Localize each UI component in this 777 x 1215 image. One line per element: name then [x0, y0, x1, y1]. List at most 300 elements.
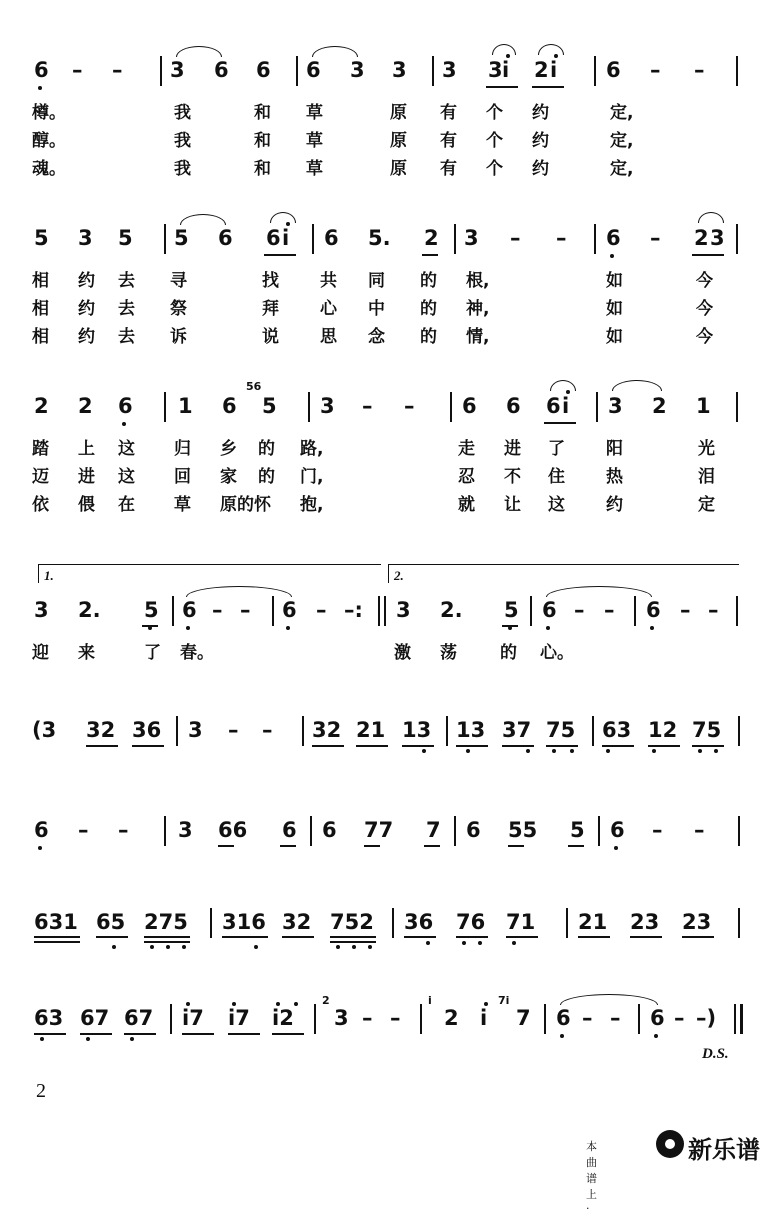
dash: –	[574, 598, 585, 622]
lyric: 踏	[32, 439, 49, 459]
low-octave-dot	[122, 422, 126, 426]
lyric: 忍	[458, 467, 475, 487]
dash: –	[510, 226, 521, 250]
dash: –	[652, 818, 663, 842]
barline	[736, 392, 738, 422]
underline	[402, 745, 434, 747]
note-group: 275	[144, 910, 188, 934]
barline	[530, 596, 532, 626]
lyric: 有	[440, 159, 457, 179]
lyric: 原	[390, 131, 407, 151]
lyric: 的	[258, 467, 275, 487]
underline	[532, 86, 564, 88]
note: 3	[392, 58, 407, 82]
dash: –	[72, 58, 83, 82]
lyric: 这	[548, 495, 565, 515]
lyric: 心。	[540, 643, 574, 663]
note: 6	[34, 58, 49, 82]
lyric: 定,	[610, 159, 634, 179]
slur	[270, 212, 296, 223]
note-group: 66	[218, 818, 248, 842]
lyric: 约	[532, 131, 549, 151]
note: 5	[570, 818, 585, 842]
underline	[578, 936, 610, 938]
underline	[486, 86, 518, 88]
underline	[132, 745, 164, 747]
grace-note: 2	[322, 994, 330, 1007]
note-group: 13	[402, 718, 432, 742]
low-octave-dot	[422, 749, 426, 753]
watermark-brand: 新乐谱	[688, 1136, 760, 1164]
lyric-line-1	[0, 638, 777, 662]
underline	[422, 254, 438, 256]
low-octave-dot	[508, 626, 512, 630]
barline	[734, 1004, 736, 1034]
barline	[384, 596, 386, 626]
note: 6	[256, 58, 271, 82]
lyric: 相	[32, 299, 49, 319]
low-octave-dot	[466, 749, 470, 753]
lyric: 和	[254, 131, 271, 151]
note: 2	[34, 394, 49, 418]
underline	[546, 745, 578, 747]
low-octave-dot	[546, 626, 550, 630]
lyric: 和	[254, 159, 271, 179]
lyric: 我	[174, 103, 191, 123]
lyric: 归	[174, 439, 191, 459]
underline	[508, 845, 524, 847]
lyric: 光	[698, 439, 715, 459]
notation-row	[0, 818, 777, 848]
barline	[736, 596, 738, 626]
notation-row	[0, 598, 777, 628]
note: 2	[534, 58, 549, 82]
lyric: 去	[118, 327, 135, 347]
note-group: 21	[356, 718, 386, 742]
slur	[492, 44, 516, 55]
barline	[736, 224, 738, 254]
lyric: 这	[118, 439, 135, 459]
note: 6	[606, 226, 621, 250]
underline	[218, 845, 234, 847]
barline	[738, 716, 740, 746]
dash: –	[650, 226, 661, 250]
lyric: 醇。	[32, 131, 66, 151]
low-octave-dot	[478, 941, 482, 945]
dash: –	[316, 598, 327, 622]
note: 6	[606, 58, 621, 82]
low-octave-dot	[130, 1037, 134, 1041]
barline	[176, 716, 178, 746]
low-octave-dot	[426, 941, 430, 945]
dash: –	[112, 58, 123, 82]
lyric: 思	[320, 327, 337, 347]
high-octave-dot	[506, 54, 510, 58]
barline	[160, 56, 162, 86]
lyric-line-1	[0, 434, 777, 458]
lyric: 和	[254, 103, 271, 123]
barline	[454, 224, 456, 254]
slur	[176, 46, 222, 57]
note: 5	[262, 394, 277, 418]
lyric: 相	[32, 271, 49, 291]
lyric: 的	[420, 271, 437, 291]
lyric-line-2	[0, 462, 777, 486]
note-group: 32	[86, 718, 116, 742]
low-octave-dot	[254, 945, 258, 949]
lyric: 了	[144, 643, 161, 663]
lyric: 的	[258, 439, 275, 459]
underline	[682, 936, 714, 938]
lyric: 不	[504, 467, 521, 487]
slur	[180, 214, 226, 225]
lyric: 进	[504, 439, 521, 459]
barline	[296, 56, 298, 86]
underline	[86, 745, 118, 747]
dash: –	[262, 718, 273, 742]
note: 6	[542, 598, 557, 622]
lyric: 偎	[78, 495, 95, 515]
barline	[594, 56, 596, 86]
note-group: 36	[132, 718, 162, 742]
note: 2	[444, 1006, 459, 1030]
lyric: 草	[306, 159, 323, 179]
lyric: 中	[368, 299, 385, 319]
lyric: 情,	[466, 327, 490, 347]
lyric: 住	[548, 467, 565, 487]
lyric: 激	[394, 643, 411, 663]
underline	[282, 936, 314, 938]
lyric-line-3	[0, 490, 777, 514]
note: 1	[178, 394, 193, 418]
lyric: 相	[32, 327, 49, 347]
note: i	[502, 58, 510, 82]
note-group: 13	[456, 718, 486, 742]
low-octave-dot	[526, 749, 530, 753]
lyric: 念	[368, 327, 385, 347]
lyric: 让	[504, 495, 521, 515]
low-octave-dot	[186, 626, 190, 630]
lyric: 迎	[32, 643, 49, 663]
note: 2	[78, 394, 93, 418]
note: 6	[646, 598, 661, 622]
dash: –	[118, 818, 129, 842]
lyric: 荡	[440, 643, 457, 663]
lyric: 的	[500, 643, 517, 663]
lyric-line-2	[0, 294, 777, 318]
barline	[638, 1004, 640, 1034]
low-octave-dot	[166, 945, 170, 949]
underline	[356, 745, 388, 747]
lyric: 回	[174, 467, 191, 487]
underline	[330, 941, 376, 943]
lyric: 个	[486, 159, 503, 179]
barline	[420, 1004, 422, 1034]
low-octave-dot	[698, 749, 702, 753]
barline	[596, 392, 598, 422]
lyric-line-3	[0, 322, 777, 346]
barline	[738, 908, 740, 938]
low-octave-dot	[610, 254, 614, 258]
dash: –	[362, 394, 373, 418]
page-number: 2	[36, 1080, 46, 1102]
high-octave-dot	[484, 1002, 488, 1006]
barline	[164, 224, 166, 254]
note: i	[282, 226, 290, 250]
lyric: 草	[174, 495, 191, 515]
tie	[560, 994, 658, 1005]
grace-note: 7i	[498, 994, 510, 1007]
dash: –	[610, 1006, 621, 1030]
barline	[594, 224, 596, 254]
lyric: 今	[696, 299, 713, 319]
note: i	[480, 1006, 488, 1030]
barline	[172, 596, 174, 626]
note: 3	[488, 58, 503, 82]
high-octave-dot	[554, 54, 558, 58]
vinyl-record-icon	[656, 1130, 684, 1158]
low-octave-dot	[40, 1037, 44, 1041]
note: 2.	[78, 598, 101, 622]
lyric: 同	[368, 271, 385, 291]
note: 3	[34, 598, 49, 622]
lyric: 路,	[300, 439, 324, 459]
underline	[144, 936, 190, 938]
underline	[34, 941, 80, 943]
lyric: 诉	[170, 327, 187, 347]
low-octave-dot	[336, 945, 340, 949]
lyric: 走	[458, 439, 475, 459]
high-octave-dot	[186, 1002, 190, 1006]
underline	[544, 422, 576, 424]
underline	[96, 936, 128, 938]
note: 6	[506, 394, 521, 418]
note: 7	[516, 1006, 531, 1030]
note: 6	[610, 818, 625, 842]
lyric: 热	[606, 467, 623, 487]
low-octave-dot	[650, 626, 654, 630]
note-group: i7	[228, 1006, 250, 1030]
note: 6	[306, 58, 321, 82]
dash: –	[650, 58, 661, 82]
underline	[182, 1033, 214, 1035]
note: 6	[650, 1006, 665, 1030]
lyric: 约	[532, 159, 549, 179]
barline	[164, 816, 166, 846]
barline	[308, 392, 310, 422]
high-octave-dot	[286, 222, 290, 226]
note-group: 12	[648, 718, 678, 742]
note: 6	[556, 1006, 571, 1030]
lyric: 的	[420, 299, 437, 319]
note: 6	[462, 394, 477, 418]
barline	[544, 1004, 546, 1034]
note: 5.	[368, 226, 391, 250]
high-octave-dot	[232, 1002, 236, 1006]
tie	[546, 586, 652, 597]
note-group: i7	[182, 1006, 204, 1030]
note: 3	[334, 1006, 349, 1030]
note: 6	[282, 818, 297, 842]
note: 6	[118, 394, 133, 418]
underline	[692, 254, 724, 256]
underline	[124, 1033, 156, 1035]
note-group: 63	[34, 1006, 64, 1030]
underline	[264, 254, 296, 256]
note: 6	[214, 58, 229, 82]
underline	[280, 845, 296, 847]
lyric: 个	[486, 103, 503, 123]
note: 5	[144, 598, 159, 622]
lyric: 如	[606, 299, 623, 319]
dash: –	[708, 598, 719, 622]
lyric: 祭	[170, 299, 187, 319]
barline	[446, 716, 448, 746]
lyric: 原的怀	[220, 495, 271, 515]
note: 6	[182, 598, 197, 622]
underline	[142, 625, 158, 627]
slur	[550, 380, 576, 391]
barline	[378, 596, 380, 626]
lyric: 草	[306, 103, 323, 123]
low-octave-dot	[606, 749, 610, 753]
note: 2	[694, 226, 709, 250]
lyric: 去	[118, 271, 135, 291]
notation-row	[0, 226, 777, 256]
barline	[450, 392, 452, 422]
note: 6	[322, 818, 337, 842]
underline	[228, 1033, 260, 1035]
low-octave-dot	[182, 945, 186, 949]
lyric-line-3	[0, 154, 777, 178]
lyric: 就	[458, 495, 475, 515]
lyric: 今	[696, 327, 713, 347]
low-octave-dot	[570, 749, 574, 753]
lyric: 个	[486, 131, 503, 151]
lyric: 如	[606, 327, 623, 347]
lyric: 依	[32, 495, 49, 515]
dash: –	[694, 58, 705, 82]
notation-row	[0, 994, 777, 1036]
grace-note: i	[428, 994, 432, 1007]
low-octave-dot	[512, 941, 516, 945]
note: 2	[424, 226, 439, 250]
barline	[310, 816, 312, 846]
barline	[392, 908, 394, 938]
low-octave-dot	[352, 945, 356, 949]
note-group: 36	[404, 910, 434, 934]
final-barline	[740, 1004, 743, 1034]
lyric: 心	[320, 299, 337, 319]
lyric: 定	[698, 495, 715, 515]
note-group: 55	[508, 818, 538, 842]
lyric: 春。	[180, 643, 214, 663]
notation-row	[0, 910, 777, 940]
note-group: i2	[272, 1006, 294, 1030]
lyric-line-2	[0, 126, 777, 150]
barline	[598, 816, 600, 846]
note-group: 316	[222, 910, 266, 934]
slur	[612, 380, 662, 391]
lyric: 定,	[610, 103, 634, 123]
dash: –	[212, 598, 223, 622]
note-group: 23	[682, 910, 712, 934]
lyric: 说	[262, 327, 279, 347]
slur	[538, 44, 564, 55]
note-group: 76	[456, 910, 486, 934]
underline	[456, 936, 488, 938]
high-octave-dot	[294, 1002, 298, 1006]
notation-row	[0, 58, 777, 88]
lyric: 抱,	[300, 495, 324, 515]
note: 3	[442, 58, 457, 82]
dash: –	[556, 226, 567, 250]
barline	[634, 596, 636, 626]
lyric: 寻	[170, 271, 187, 291]
note-group: 63	[602, 718, 632, 742]
barline	[164, 392, 166, 422]
lyric: 阳	[606, 439, 623, 459]
lyric: 魂。	[32, 159, 66, 179]
underline	[80, 1033, 112, 1035]
lyric: 神,	[466, 299, 490, 319]
low-octave-dot	[552, 749, 556, 753]
lyric-line-1	[0, 98, 777, 122]
dash: –	[362, 1006, 373, 1030]
note: 3	[188, 718, 203, 742]
note-group: 77	[364, 818, 394, 842]
note-group: 67	[80, 1006, 110, 1030]
note: 5	[504, 598, 519, 622]
note: 3	[320, 394, 335, 418]
dash: –	[228, 718, 239, 742]
barline	[210, 908, 212, 938]
underline	[456, 745, 488, 747]
low-octave-dot	[654, 1034, 658, 1038]
barline	[312, 224, 314, 254]
low-octave-dot	[148, 626, 152, 630]
underline	[602, 745, 634, 747]
lyric: 找	[262, 271, 279, 291]
lyric: 樽。	[32, 103, 66, 123]
lyric-line-1	[0, 266, 777, 290]
note: 6	[222, 394, 237, 418]
volta-first-ending	[38, 564, 381, 583]
note: 2	[652, 394, 667, 418]
dal-segno-marking: D.S.	[702, 1046, 729, 1062]
note: 3	[350, 58, 365, 82]
underline	[506, 936, 538, 938]
lyric: 乡	[220, 439, 237, 459]
underline	[630, 936, 662, 938]
note: 3	[170, 58, 185, 82]
note: 6	[546, 394, 561, 418]
lyric: 有	[440, 103, 457, 123]
dash: –	[404, 394, 415, 418]
lyric: 泪	[698, 467, 715, 487]
barline	[302, 716, 304, 746]
low-octave-dot	[150, 945, 154, 949]
note: 6	[466, 818, 481, 842]
volta-1-label: 1.	[44, 568, 54, 583]
low-octave-dot	[462, 941, 466, 945]
dash: –	[78, 818, 89, 842]
note: 3	[710, 226, 725, 250]
underline	[144, 941, 190, 943]
note-group: 75	[546, 718, 576, 742]
note: 7	[426, 818, 441, 842]
lyric: 约	[78, 327, 95, 347]
